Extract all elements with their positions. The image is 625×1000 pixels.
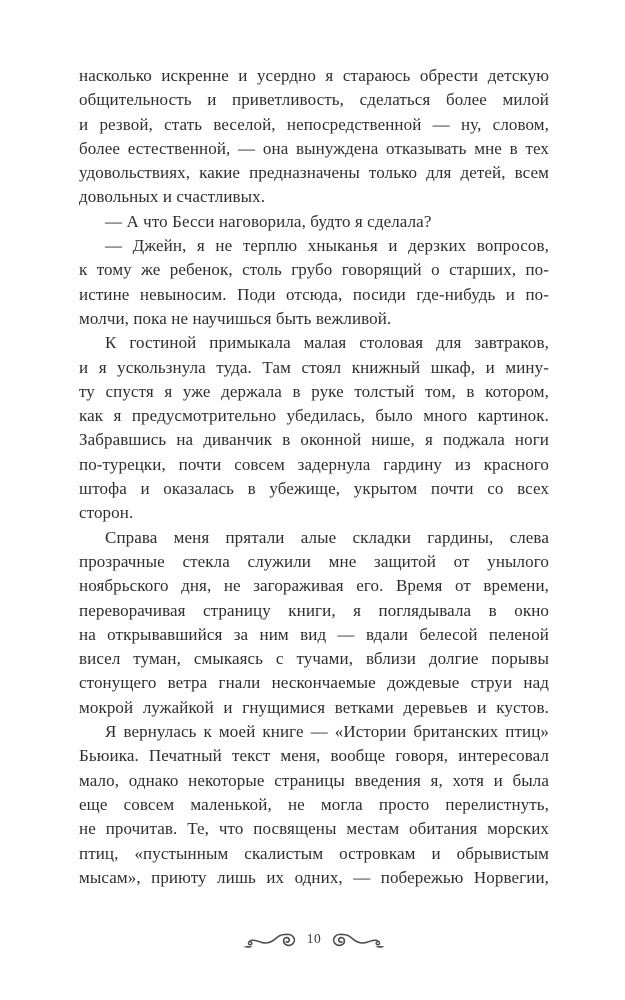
text-line: Я вернулась к моей книге — «Истории британских птиц» — [105, 722, 549, 742]
text-line: к тому же ребенок, столь грубо говорящий о старших, по- — [79, 260, 549, 280]
text-line: и резвой, стать веселой, непосредственной — ну, словом, — [79, 114, 549, 134]
text-line: по-турецки, почти совсем задернула гардину из красного — [79, 454, 549, 474]
paragraph — [79, 234, 549, 331]
text-line: стонущего ветра гнали нескончаемые дождевые струи над — [79, 673, 549, 693]
text-line: переворачивая страницу книги, я поглядывала в окно — [79, 600, 549, 620]
text-line: и я ускользнула туда. Там стоял книжный шкаф, и мину- — [79, 357, 549, 377]
text-line: мысам», приюту лишь их одних, — побережью Норвегии, — [79, 867, 549, 887]
text-line: мокрой лужайкой и гнущимися ветками деревьев и кустов. — [79, 697, 549, 717]
text-line: висел туман, смыкаясь с тучами, вблизи долгие порывы — [79, 649, 549, 669]
text-line: — А что Бесси наговорила, будто я сделала? — [105, 211, 432, 231]
text-line: насколько искренне и усердно я стараюсь обрести детскую — [79, 66, 549, 85]
paragraph — [79, 331, 549, 525]
text-line: К гостиной примыкала малая столовая для завтраков, — [105, 333, 549, 353]
paragraph — [79, 210, 549, 234]
text-line: ноябрьского дня, не загораживая его. Время от времени, — [79, 576, 549, 596]
text-line: как я предусмотрительно убедилась, было много картинок. — [79, 406, 549, 426]
text-line: еще совсем маленькой, не могла просто перелистнуть, — [79, 794, 549, 814]
text-line: более естественной, — она вынуждена отказывать мне в тех — [79, 138, 549, 158]
page-number: 10 — [306, 931, 322, 946]
text-line: сторон. — [79, 503, 134, 523]
scroll-flourish-icon — [329, 932, 385, 950]
text-line: Забравшись на диванчик в оконной нише, я поджала ноги — [79, 430, 549, 450]
text-line: общительность и приветливость, сделаться более милой — [79, 90, 549, 110]
paragraph — [79, 64, 549, 210]
paragraph — [79, 720, 549, 890]
page-footer — [79, 928, 549, 954]
text-line: мало, однако некоторые страницы введения я, хотя и была — [79, 770, 549, 790]
text-line: не прочитав. Те, что посвящены местам обитания морских — [79, 819, 549, 839]
text-line: ту спустя я уже держала в руке толстый том, в котором, — [79, 381, 549, 401]
text-line: птиц, «пустынным скалистым островкам и обрывистым — [79, 843, 549, 863]
text-line: на открывавшийся за ним вид — вдали белесой пеленой — [79, 624, 549, 644]
text-line: Бьюика. Печатный текст меня, вообще говоря, интересовал — [79, 746, 549, 766]
text-line: довольных и счастливых. — [79, 187, 266, 207]
text-line: истине невыносим. Поди отсюда, посиди где-нибудь и по- — [79, 284, 549, 304]
text-line: удовольствиях, какие предназначены только для детей, всем — [79, 163, 549, 183]
text-line: прозрачные стекла служили мне защитой от унылого — [79, 551, 549, 571]
scroll-flourish-icon — [243, 932, 299, 950]
text-line: молчи, пока не научишься быть вежливой. — [79, 308, 392, 328]
text-line: — Джейн, я не терплю хныканья и дерзких вопросов, — [105, 236, 549, 256]
paragraph — [79, 526, 549, 720]
page-text — [79, 64, 549, 890]
text-line: Справа меня прятали алые складки гардины, слева — [105, 527, 549, 547]
text-line: штофа и оказалась в убежище, укрытом почти со всех — [79, 479, 549, 499]
